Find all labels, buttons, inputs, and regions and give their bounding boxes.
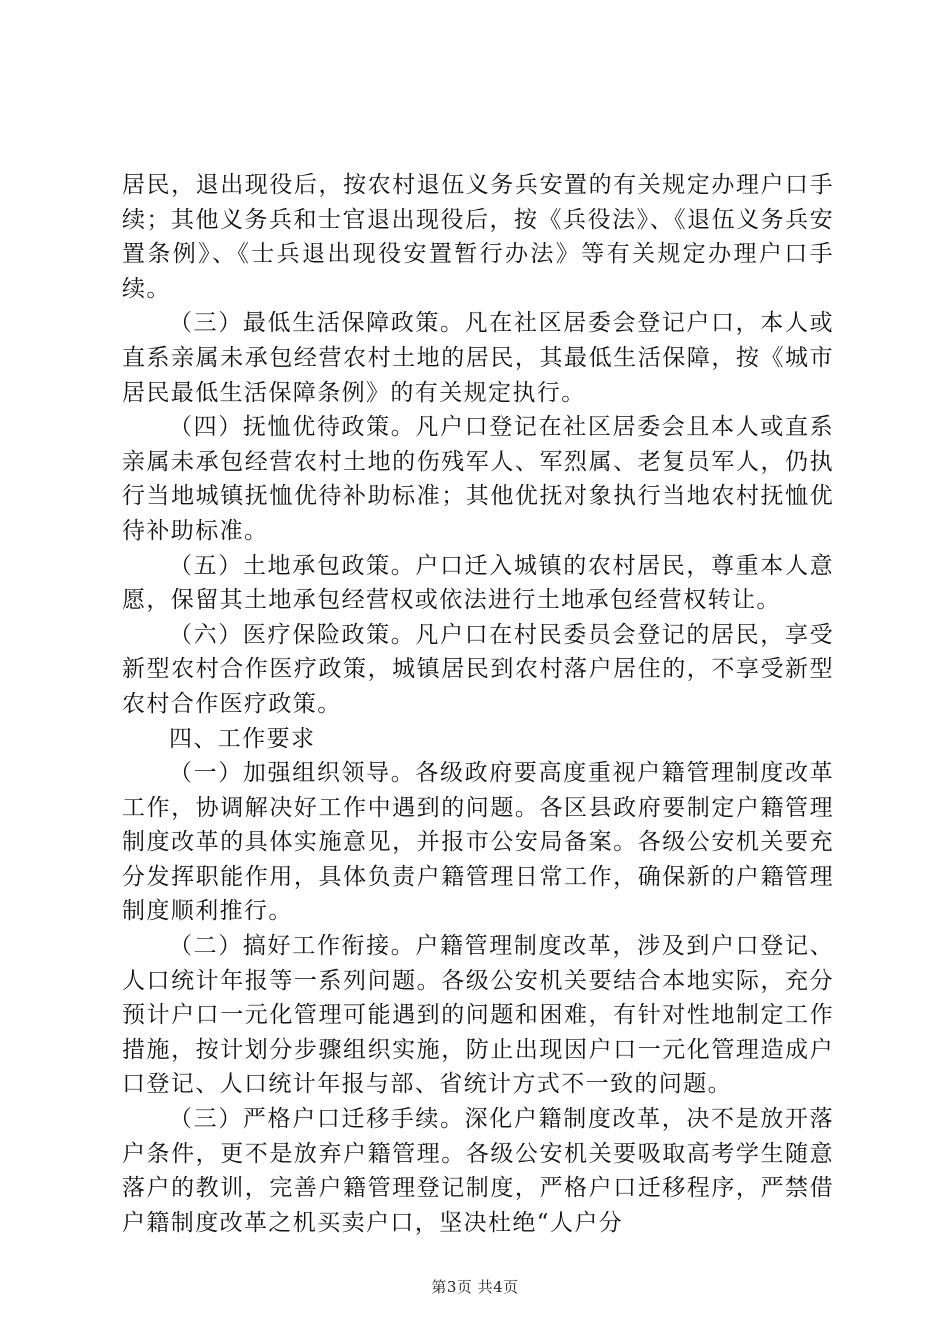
paragraph-minimum-living-security: （三）最低生活保障政策。凡在社区居委会登记户口，本人或直系亲属未承包经营农村土地的居民，其最低生活保障，按《城市居民最低生活保障条例》的有关规定执行。 [122,310,834,406]
document-body [122,168,834,1240]
paragraph-land-contract: （五）土地承包政策。户口迁入城镇的农村居民，尊重本人意愿，保留其土地承包经营权或依法进行土地承包经营权转让。 [122,552,834,614]
paragraph-organization-leadership: （一）加强组织领导。各级政府要高度重视户籍管理制度改革工作，协调解决好工作中遇到的问题。各区县政府要制定户籍管理制度改革的具体实施意见，并报市公安局备案。各级公安机关要充分发挥职能作用，具体负责户籍管理日常工作，确保新的户籍管理制度顺利推行。 [122,760,834,925]
section-heading-work-requirements: 四、工作要求 [169,725,316,752]
paragraph-medical-insurance: （六）医疗保险政策。凡户口在村民委员会登记的居民，享受新型农村合作医疗政策，城镇居民到农村落户居住的，不享受新型农村合作医疗政策。 [122,621,834,717]
paragraph-continuation: 居民，退出现役后，按农村退伍义务兵安置的有关规定办理户口手续；其他义务兵和士官退出现役后，按《兵役法》、《退伍义务兵安置条例》、《士兵退出现役安置暂行办法》等有关规定办理户口手续。 [122,172,834,302]
page-number-footer: 第3页 共4页 [431,1278,519,1296]
paragraph-work-connection: （二）搞好工作衔接。户籍管理制度改革，涉及到户口登记、人口统计年报等一系列问题。各级公安机关要结合本地实际，充分预计户口一元化管理可能遇到的问题和困难，有针对性地制定工作措施，按计划分步骤组织实施，防止出现因户口一元化管理造成户口登记、人口统计年报与部、省统计方式不一致的问题。 [122,933,834,1098]
paragraph-pension-preferential: （四）抚恤优待政策。凡户口登记在社区居委会且本人或直系亲属未承包经营农村土地的伤残军人、军烈属、老复员军人，仍执行当地城镇抚恤优待补助标准；其他优抚对象执行当地农村抚恤优待补助标准。 [122,414,834,544]
paragraph-migration-procedures: （三）严格户口迁移手续。深化户籍制度改革，决不是放开落户条件，更不是放弃户籍管理。各级公安机关要吸取高考学生随意落户的教训，完善户籍管理登记制度，严格户口迁移程序，严禁借户籍制度改革之机买卖户口，坚决杜绝“人户分 [122,1106,834,1236]
